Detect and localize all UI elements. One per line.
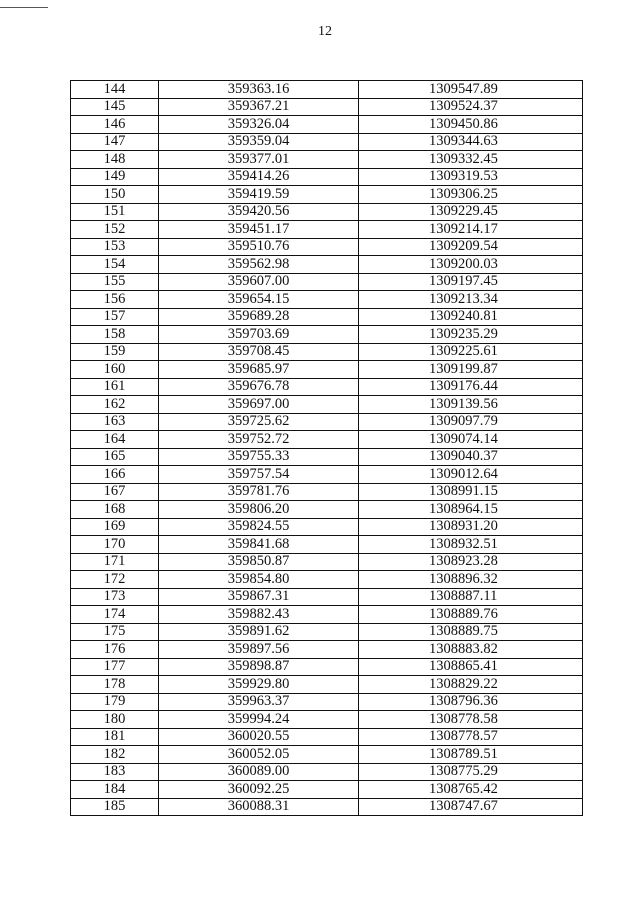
y-coordinate-cell: 1308778.58 — [359, 711, 583, 729]
y-coordinate-cell: 1309040.37 — [359, 448, 583, 466]
point-number-cell: 144 — [71, 81, 159, 99]
table-row — [71, 483, 583, 501]
y-coordinate-cell: 1309547.89 — [359, 81, 583, 99]
x-coordinate-cell: 359451.17 — [159, 221, 359, 239]
x-coordinate-cell: 359697.00 — [159, 396, 359, 414]
y-coordinate-cell: 1309344.63 — [359, 133, 583, 151]
table-row — [71, 238, 583, 256]
x-coordinate-cell: 359781.76 — [159, 483, 359, 501]
table-row — [71, 413, 583, 431]
y-coordinate-cell: 1309319.53 — [359, 168, 583, 186]
top-left-rule — [0, 7, 48, 8]
point-number-cell: 180 — [71, 711, 159, 729]
point-number-cell: 182 — [71, 746, 159, 764]
point-number-cell: 171 — [71, 553, 159, 571]
x-coordinate-cell: 359676.78 — [159, 378, 359, 396]
point-number-cell: 148 — [71, 151, 159, 169]
x-coordinate-cell: 359414.26 — [159, 168, 359, 186]
table-row — [71, 133, 583, 151]
point-number-cell: 183 — [71, 763, 159, 781]
point-number-cell: 164 — [71, 431, 159, 449]
point-number-cell: 151 — [71, 203, 159, 221]
y-coordinate-cell: 1308991.15 — [359, 483, 583, 501]
y-coordinate-cell: 1309229.45 — [359, 203, 583, 221]
y-coordinate-cell: 1309139.56 — [359, 396, 583, 414]
y-coordinate-cell: 1308778.57 — [359, 728, 583, 746]
point-number-cell: 149 — [71, 168, 159, 186]
table-row — [71, 396, 583, 414]
table-row — [71, 746, 583, 764]
y-coordinate-cell: 1308865.41 — [359, 658, 583, 676]
table-row — [71, 518, 583, 536]
x-coordinate-cell: 360088.31 — [159, 798, 359, 816]
point-number-cell: 176 — [71, 641, 159, 659]
y-coordinate-cell: 1309524.37 — [359, 98, 583, 116]
table-row — [71, 728, 583, 746]
x-coordinate-cell: 359898.87 — [159, 658, 359, 676]
y-coordinate-cell: 1308775.29 — [359, 763, 583, 781]
table-row — [71, 623, 583, 641]
y-coordinate-cell: 1309235.29 — [359, 326, 583, 344]
x-coordinate-cell: 360020.55 — [159, 728, 359, 746]
page-number: 12 — [318, 24, 332, 39]
point-number-cell: 162 — [71, 396, 159, 414]
x-coordinate-cell: 359326.04 — [159, 116, 359, 134]
table-row — [71, 553, 583, 571]
x-coordinate-cell: 359703.69 — [159, 326, 359, 344]
x-coordinate-cell: 359963.37 — [159, 693, 359, 711]
table-row — [71, 676, 583, 694]
table-row — [71, 168, 583, 186]
point-number-cell: 163 — [71, 413, 159, 431]
x-coordinate-cell: 360052.05 — [159, 746, 359, 764]
x-coordinate-cell: 359929.80 — [159, 676, 359, 694]
point-number-cell: 154 — [71, 256, 159, 274]
x-coordinate-cell: 359806.20 — [159, 501, 359, 519]
y-coordinate-cell: 1308747.67 — [359, 798, 583, 816]
point-number-cell: 185 — [71, 798, 159, 816]
point-number-cell: 145 — [71, 98, 159, 116]
x-coordinate-cell: 359850.87 — [159, 553, 359, 571]
y-coordinate-cell: 1309450.86 — [359, 116, 583, 134]
y-coordinate-cell: 1309074.14 — [359, 431, 583, 449]
x-coordinate-cell: 359377.01 — [159, 151, 359, 169]
point-number-cell: 155 — [71, 273, 159, 291]
table-row — [71, 273, 583, 291]
x-coordinate-cell: 359685.97 — [159, 361, 359, 379]
table-row — [71, 781, 583, 799]
table-row — [71, 658, 583, 676]
y-coordinate-cell: 1308931.20 — [359, 518, 583, 536]
table-row — [71, 361, 583, 379]
point-number-cell: 175 — [71, 623, 159, 641]
point-number-cell: 158 — [71, 326, 159, 344]
x-coordinate-cell: 359607.00 — [159, 273, 359, 291]
y-coordinate-cell: 1308896.32 — [359, 571, 583, 589]
table-row — [71, 466, 583, 484]
x-coordinate-cell: 359882.43 — [159, 606, 359, 624]
point-number-cell: 174 — [71, 606, 159, 624]
x-coordinate-cell: 359824.55 — [159, 518, 359, 536]
point-number-cell: 159 — [71, 343, 159, 361]
table-row — [71, 116, 583, 134]
y-coordinate-cell: 1309240.81 — [359, 308, 583, 326]
x-coordinate-cell: 359708.45 — [159, 343, 359, 361]
point-number-cell: 146 — [71, 116, 159, 134]
point-number-cell: 150 — [71, 186, 159, 204]
y-coordinate-cell: 1308887.11 — [359, 588, 583, 606]
table-row — [71, 588, 583, 606]
coordinates-table-body — [71, 81, 583, 816]
point-number-cell: 170 — [71, 536, 159, 554]
x-coordinate-cell: 359562.98 — [159, 256, 359, 274]
y-coordinate-cell: 1308789.51 — [359, 746, 583, 764]
y-coordinate-cell: 1308829.22 — [359, 676, 583, 694]
x-coordinate-cell: 359367.21 — [159, 98, 359, 116]
y-coordinate-cell: 1308923.28 — [359, 553, 583, 571]
table-row — [71, 186, 583, 204]
x-coordinate-cell: 360092.25 — [159, 781, 359, 799]
point-number-cell: 152 — [71, 221, 159, 239]
point-number-cell: 181 — [71, 728, 159, 746]
x-coordinate-cell: 359867.31 — [159, 588, 359, 606]
x-coordinate-cell: 359897.56 — [159, 641, 359, 659]
y-coordinate-cell: 1309225.61 — [359, 343, 583, 361]
x-coordinate-cell: 359752.72 — [159, 431, 359, 449]
x-coordinate-cell: 359419.59 — [159, 186, 359, 204]
point-number-cell: 178 — [71, 676, 159, 694]
point-number-cell: 184 — [71, 781, 159, 799]
point-number-cell: 153 — [71, 238, 159, 256]
point-number-cell: 177 — [71, 658, 159, 676]
table-row — [71, 256, 583, 274]
x-coordinate-cell: 359725.62 — [159, 413, 359, 431]
table-row — [71, 343, 583, 361]
table-row — [71, 221, 583, 239]
point-number-cell: 167 — [71, 483, 159, 501]
x-coordinate-cell: 359363.16 — [159, 81, 359, 99]
point-number-cell: 165 — [71, 448, 159, 466]
table-row — [71, 291, 583, 309]
y-coordinate-cell: 1309213.34 — [359, 291, 583, 309]
coordinates-table — [70, 80, 583, 816]
x-coordinate-cell: 359359.04 — [159, 133, 359, 151]
table-row — [71, 81, 583, 99]
point-number-cell: 166 — [71, 466, 159, 484]
point-number-cell: 169 — [71, 518, 159, 536]
point-number-cell: 156 — [71, 291, 159, 309]
y-coordinate-cell: 1309197.45 — [359, 273, 583, 291]
y-coordinate-cell: 1308883.82 — [359, 641, 583, 659]
point-number-cell: 173 — [71, 588, 159, 606]
x-coordinate-cell: 359654.15 — [159, 291, 359, 309]
table-row — [71, 711, 583, 729]
y-coordinate-cell: 1308889.75 — [359, 623, 583, 641]
table-row — [71, 203, 583, 221]
x-coordinate-cell: 359841.68 — [159, 536, 359, 554]
y-coordinate-cell: 1308932.51 — [359, 536, 583, 554]
x-coordinate-cell: 359994.24 — [159, 711, 359, 729]
table-row — [71, 378, 583, 396]
y-coordinate-cell: 1309012.64 — [359, 466, 583, 484]
table-row — [71, 536, 583, 554]
y-coordinate-cell: 1308796.36 — [359, 693, 583, 711]
x-coordinate-cell: 359420.56 — [159, 203, 359, 221]
point-number-cell: 157 — [71, 308, 159, 326]
point-number-cell: 147 — [71, 133, 159, 151]
table-row — [71, 98, 583, 116]
point-number-cell: 160 — [71, 361, 159, 379]
table-row — [71, 641, 583, 659]
x-coordinate-cell: 359854.80 — [159, 571, 359, 589]
point-number-cell: 168 — [71, 501, 159, 519]
table-row — [71, 431, 583, 449]
table-row — [71, 501, 583, 519]
point-number-cell: 179 — [71, 693, 159, 711]
x-coordinate-cell: 359510.76 — [159, 238, 359, 256]
x-coordinate-cell: 359891.62 — [159, 623, 359, 641]
y-coordinate-cell: 1309332.45 — [359, 151, 583, 169]
table-row — [71, 763, 583, 781]
table-row — [71, 798, 583, 816]
x-coordinate-cell: 359755.33 — [159, 448, 359, 466]
y-coordinate-cell: 1309214.17 — [359, 221, 583, 239]
x-coordinate-cell: 359757.54 — [159, 466, 359, 484]
table-row — [71, 693, 583, 711]
point-number-cell: 172 — [71, 571, 159, 589]
table-row — [71, 606, 583, 624]
table-row — [71, 308, 583, 326]
y-coordinate-cell: 1308765.42 — [359, 781, 583, 799]
y-coordinate-cell: 1309209.54 — [359, 238, 583, 256]
table-row — [71, 448, 583, 466]
y-coordinate-cell: 1309199.87 — [359, 361, 583, 379]
point-number-cell: 161 — [71, 378, 159, 396]
y-coordinate-cell: 1309306.25 — [359, 186, 583, 204]
y-coordinate-cell: 1309097.79 — [359, 413, 583, 431]
table-row — [71, 571, 583, 589]
y-coordinate-cell: 1309176.44 — [359, 378, 583, 396]
x-coordinate-cell: 359689.28 — [159, 308, 359, 326]
table-row — [71, 151, 583, 169]
x-coordinate-cell: 360089.00 — [159, 763, 359, 781]
table-row — [71, 326, 583, 344]
y-coordinate-cell: 1309200.03 — [359, 256, 583, 274]
y-coordinate-cell: 1308964.15 — [359, 501, 583, 519]
y-coordinate-cell: 1308889.76 — [359, 606, 583, 624]
